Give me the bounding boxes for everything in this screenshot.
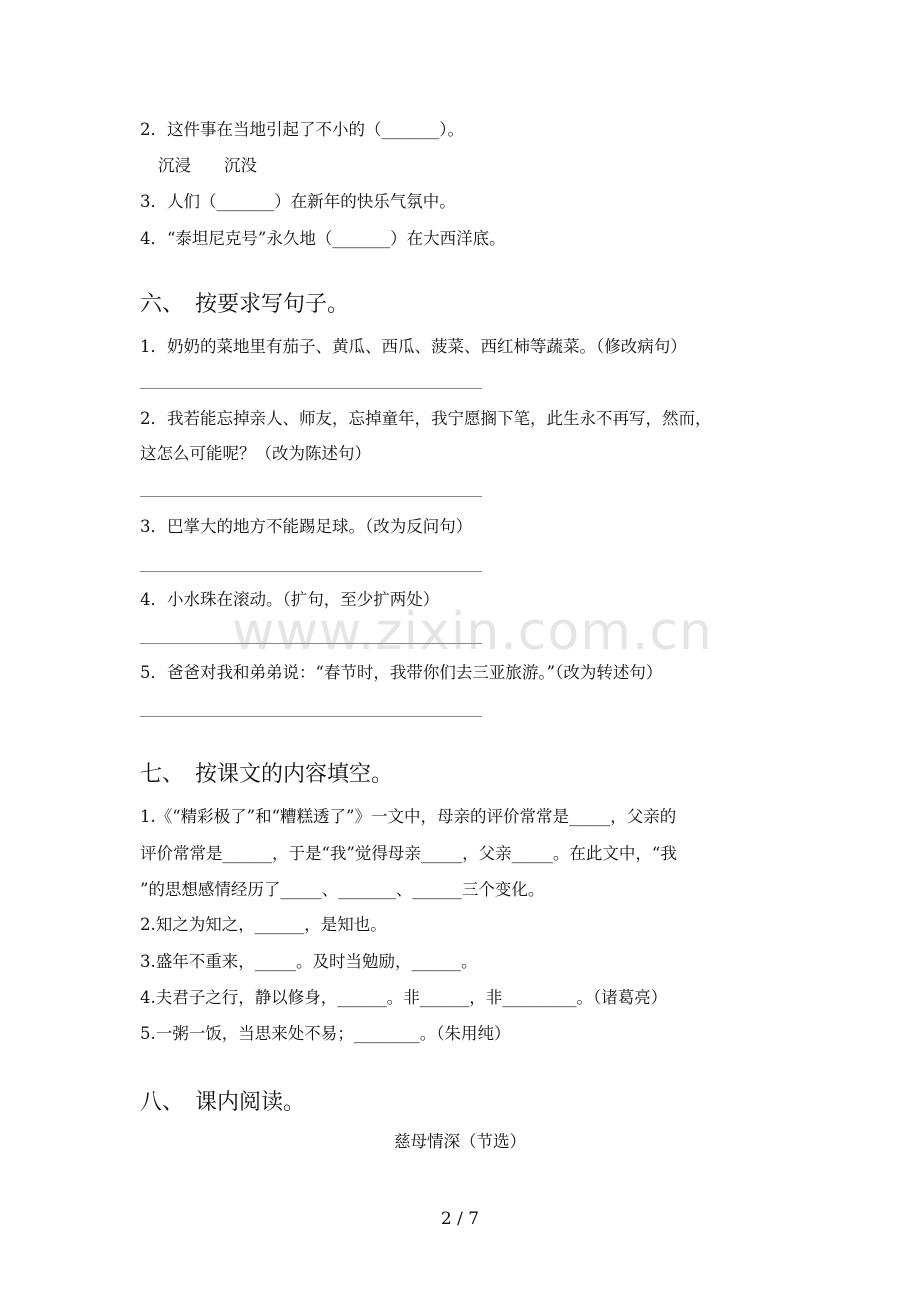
question-text: 4.夫君子之行，静以修身，______。非______，非_________。（诸葛亮） [140, 988, 668, 1007]
page-number: 2 / 7 [440, 1209, 480, 1229]
question-text: 3.盛年不重来，_____。及时当勉励，______。 [140, 952, 478, 971]
passage-title: 慈母情深（节选） [394, 1132, 526, 1151]
answer-line[interactable] [140, 496, 482, 497]
question-text: 2．这件事在当地引起了不小的（_______）。 [140, 120, 464, 139]
question-text: 4．小水珠在滚动。（扩句，至少扩两处） [140, 590, 440, 609]
question-text: 3．人们（_______）在新年的快乐气氛中。 [140, 192, 456, 211]
question-text: 5．爸爸对我和弟弟说：“春节时，我带你们去三亚旅游。”（改为转述句） [140, 663, 663, 682]
section-heading: 七、 按课文的内容填空。 [140, 762, 394, 787]
section-heading: 六、 按要求写句子。 [140, 292, 350, 317]
section-heading: 八、 课内阅读。 [140, 1090, 306, 1115]
question-text: 这怎么可能呢？（改为陈述句） [140, 444, 371, 463]
word-options: 沉浸 沉没 [158, 156, 257, 175]
answer-line[interactable] [140, 388, 482, 389]
question-text: 2．我若能忘掉亲人、师友，忘掉童年，我宁愿搁下笔，此生永不再写，然而， [140, 409, 712, 428]
question-text: 2.知之为知之，______，是知也。 [140, 915, 387, 934]
answer-line[interactable] [140, 716, 482, 717]
question-text: 1．奶奶的菜地里有茄子、黄瓜、西瓜、菠菜、西红柿等蔬菜。（修改病句） [140, 337, 687, 356]
question-text: 1.《“精彩极了”和“糟糕透了”》一文中，母亲的评价常常是_____，父亲的 [140, 807, 677, 826]
answer-line[interactable] [140, 571, 482, 572]
question-text: 评价常常是______，于是“我”觉得母亲_____，父亲_____。在此文中，“我 [140, 844, 677, 863]
watermark: www.zixin.com.cn [232, 602, 713, 662]
question-text: ”的思想感情经历了_____、_______、______三个变化。 [140, 880, 545, 899]
question-text: 3．巴掌大的地方不能踢足球。（改为反问句） [140, 517, 473, 536]
question-text: 5.一粥一饭，当思来处不易；________。（朱用纯） [140, 1024, 511, 1043]
question-text: 4．“泰坦尼克号”永久地（_______）在大西洋底。 [140, 229, 506, 248]
